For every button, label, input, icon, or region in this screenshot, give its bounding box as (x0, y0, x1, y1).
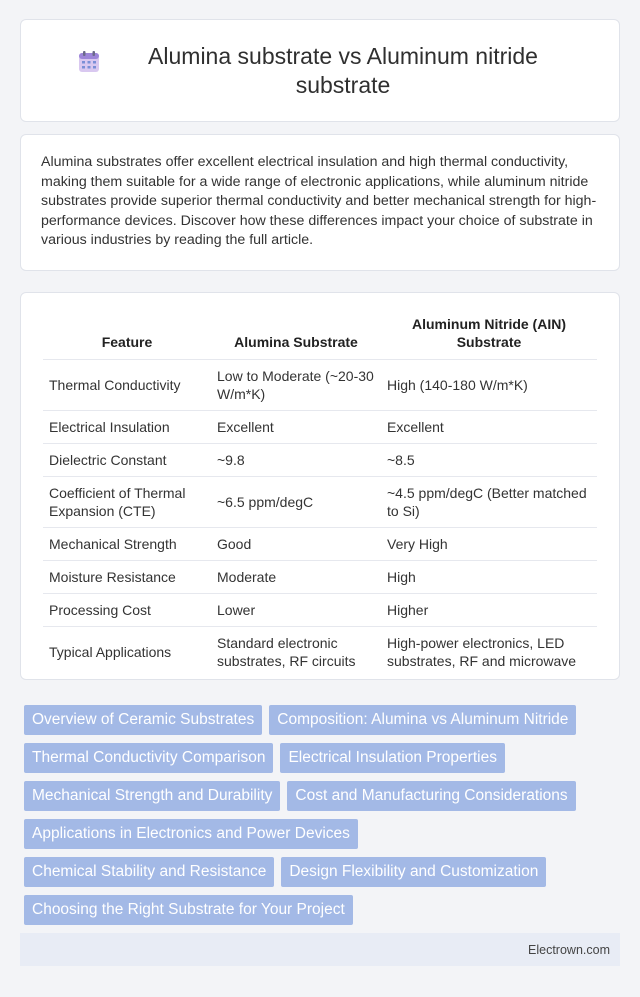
tag-row (24, 819, 624, 849)
table-cell: Moderate (211, 561, 381, 594)
tag-mechanical[interactable]: Mechanical Strength and Durability (24, 781, 280, 811)
table-cell: ~4.5 ppm/degC (Better matched to Si) (381, 477, 597, 528)
title-card (20, 19, 620, 122)
tag-overview[interactable]: Overview of Ceramic Substrates (24, 705, 262, 735)
table-cell: Typical Applications (43, 627, 211, 678)
intro-text: Alumina substrates offer excellent electrical insulation and high thermal conductivity, making them suitable for a wide range of electronic applications, while aluminum nitride substrates provide superior thermal conductivity and better mechanical strength for high-performance devices. Discover how these differences impact your choice of substrate in various industries by reading the full article. (41, 154, 597, 248)
table-row (43, 360, 597, 411)
table-cell: Good (211, 528, 381, 561)
table-row (43, 444, 597, 477)
table-cell: Very High (381, 528, 597, 561)
comparison-table (43, 307, 597, 677)
tag-choosing[interactable]: Choosing the Right Substrate for Your Project (24, 895, 353, 925)
table-cell: Coefficient of Thermal Expansion (CTE) (43, 477, 211, 528)
table-cell: Low to Moderate (~20-30 W/m*K) (211, 360, 381, 411)
tag-row (24, 743, 624, 773)
tag-design[interactable]: Design Flexibility and Customization (281, 857, 546, 887)
tag-row (24, 781, 624, 811)
tag-row (24, 857, 624, 887)
tag-composition[interactable]: Composition: Alumina vs Aluminum Nitride (269, 705, 576, 735)
tag-row (24, 895, 624, 925)
table-cell: Moisture Resistance (43, 561, 211, 594)
table-row (43, 627, 597, 678)
tag-applications[interactable]: Applications in Electronics and Power Devices (24, 819, 358, 849)
intro-card (20, 134, 620, 271)
table-cell: Excellent (381, 411, 597, 444)
table-row (43, 477, 597, 528)
table-cell: ~6.5 ppm/degC (211, 477, 381, 528)
tag-row (24, 705, 624, 735)
calendar-icon (77, 50, 101, 74)
table-row (43, 411, 597, 444)
comparison-table-card (20, 292, 620, 680)
table-cell: Excellent (211, 411, 381, 444)
footer-source[interactable]: Electrown.com (528, 942, 610, 957)
header-alumina: Alumina Substrate (234, 334, 358, 350)
table-row (43, 561, 597, 594)
header-aln: Aluminum Nitride (AIN) Substrate (412, 316, 566, 350)
table-cell: High-power electronics, LED substrates, RF and microwave (381, 627, 597, 678)
table-cell: Processing Cost (43, 594, 211, 627)
table-cell: ~9.8 (211, 444, 381, 477)
table-cell: Mechanical Strength (43, 528, 211, 561)
topic-tags (24, 705, 624, 933)
tag-cost[interactable]: Cost and Manufacturing Considerations (287, 781, 575, 811)
table-cell: High (381, 561, 597, 594)
table-cell: High (140-180 W/m*K) (381, 360, 597, 411)
tag-thermal[interactable]: Thermal Conductivity Comparison (24, 743, 273, 773)
table-cell: Dielectric Constant (43, 444, 211, 477)
table-cell: Lower (211, 594, 381, 627)
table-row (43, 594, 597, 627)
tag-electrical[interactable]: Electrical Insulation Properties (280, 743, 505, 773)
table-header-row (43, 307, 597, 360)
table-cell: Thermal Conductivity (43, 360, 211, 411)
table-cell: ~8.5 (381, 444, 597, 477)
table-cell: Electrical Insulation (43, 411, 211, 444)
tag-chemical[interactable]: Chemical Stability and Resistance (24, 857, 274, 887)
title-wrap (40, 42, 600, 100)
table-cell: Higher (381, 594, 597, 627)
table-row (43, 528, 597, 561)
table-cell: Standard electronic substrates, RF circuits (211, 627, 381, 678)
header-feature: Feature (101, 334, 153, 350)
page-title: Alumina substrate vs Aluminum nitride substrate (148, 42, 538, 98)
footer (20, 933, 620, 966)
